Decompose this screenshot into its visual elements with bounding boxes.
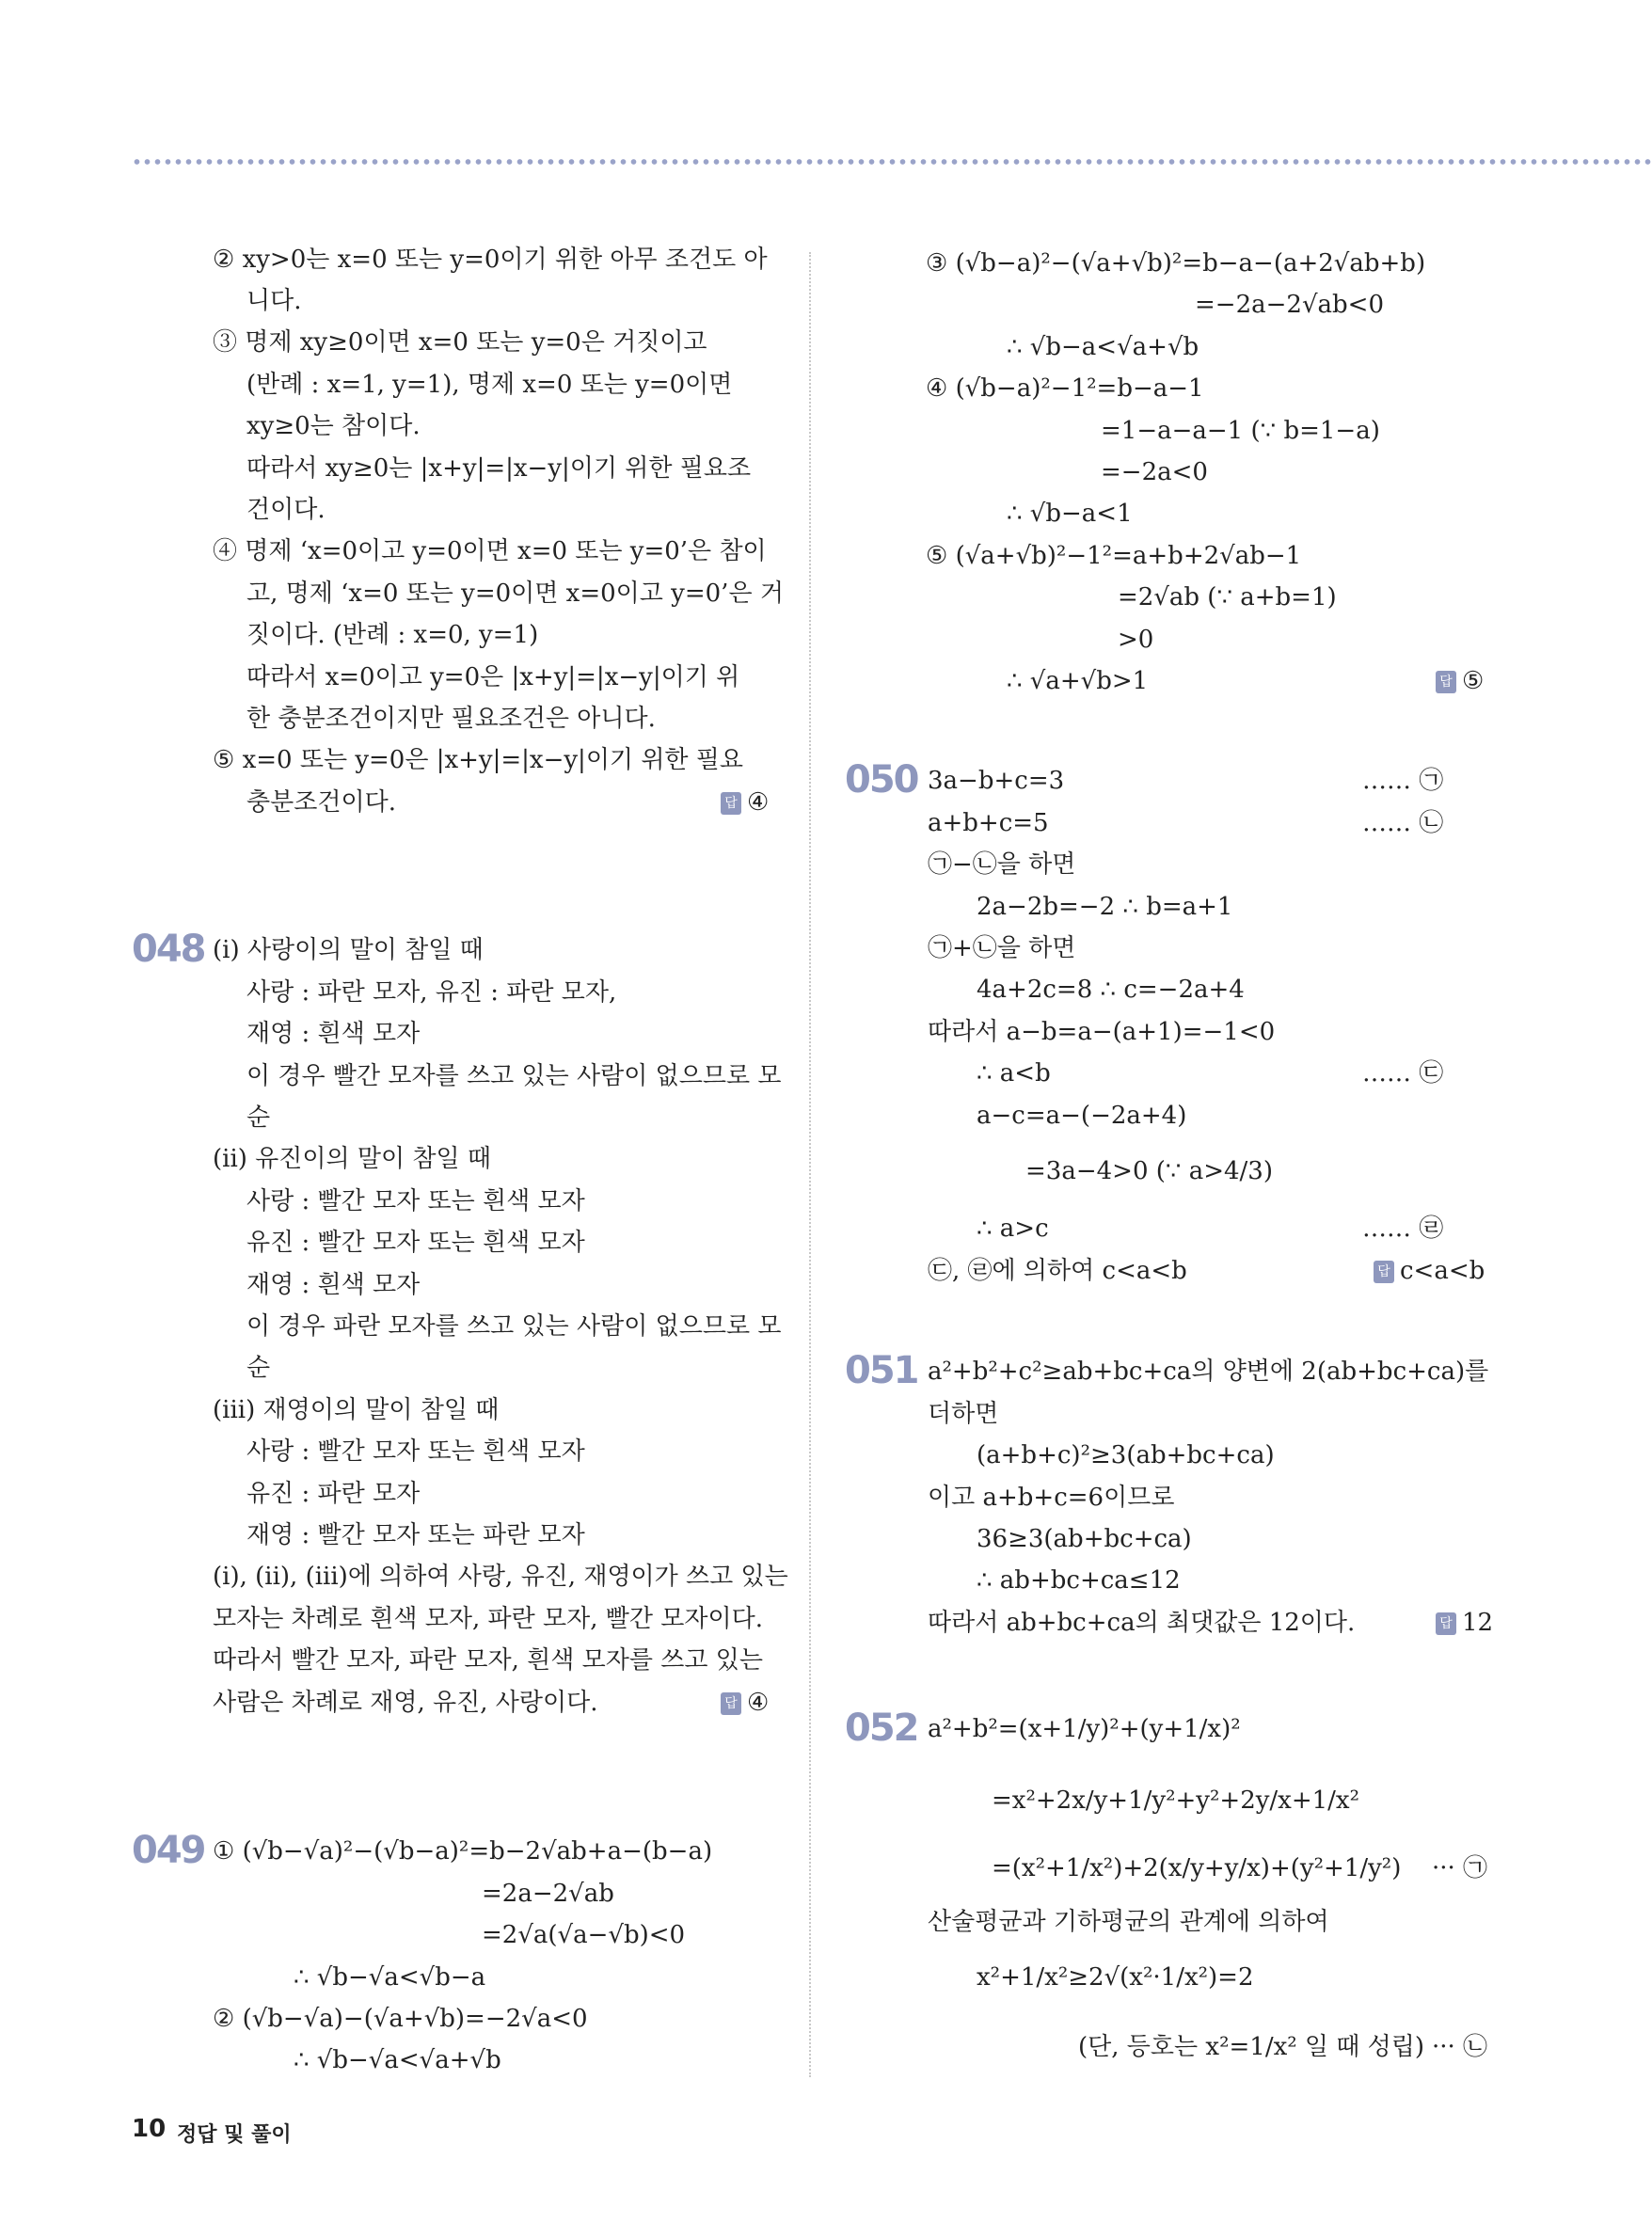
q049-cont-line: =−2a<0 <box>1101 458 1208 486</box>
q048-line: 유진 : 빨간 모자 또는 흰색 모자 <box>246 1229 585 1257</box>
q049-cont-line: =1−a−a−1 (∵ b=1−a) <box>1101 417 1380 445</box>
q049-cont-line: ④ (√b−a)²−1²=b−a−1 <box>926 374 1204 403</box>
q047-line: 고, 명제 ‘x=0 또는 y=0이면 x=0이고 y=0’은 거 <box>246 580 784 608</box>
q048-line: 재영 : 흰색 모자 <box>246 1271 421 1299</box>
q052-mark: ··· ㉡ <box>1432 2033 1488 2061</box>
q049-line: ② (√b−√a)−(√a+√b)=−2√a<0 <box>213 2005 588 2033</box>
q047-line: ③ 명제 xy≥0이면 x=0 또는 y=0은 거짓이고 <box>213 328 707 357</box>
q050-line: a−c=a−(−2a+4) <box>977 1102 1187 1130</box>
q048-line: 재영 : 흰색 모자 <box>246 1020 421 1048</box>
page-number: 10 <box>132 2115 167 2143</box>
q048-line: 재영 : 빨간 모자 또는 파란 모자 <box>246 1521 585 1549</box>
q047-line: 충분조건이다. <box>246 788 396 817</box>
q047-line: ② xy>0는 x=0 또는 y=0이기 위한 아무 조건도 아 <box>213 246 768 274</box>
q051-line: a²+b²+c²≥ab+bc+ca의 양변에 2(ab+bc+ca)를 <box>928 1358 1489 1386</box>
q049-cont-line: ∴ √a+√b>1 <box>1007 667 1149 695</box>
q050-mark: …… ㉡ <box>1362 809 1444 837</box>
q051-line: (a+b+c)²≥3(ab+bc+ca) <box>977 1441 1275 1469</box>
q047-line: 한 충분조건이지만 필요조건은 아니다. <box>246 705 656 733</box>
answer-value: ⑤ <box>1462 667 1485 695</box>
q051-line: 이고 a+b+c=6이므로 <box>928 1484 1175 1512</box>
q049-line: ① (√b−√a)²−(√b−a)²=b−2√ab+a−(b−a) <box>213 1837 713 1866</box>
q049-line: =2√a(√a−√b)<0 <box>482 1921 686 1949</box>
q048-line: 모자는 차례로 흰색 모자, 파란 모자, 빨간 모자이다. <box>213 1605 763 1633</box>
q049-cont-line: >0 <box>1118 626 1154 654</box>
answer-badge-icon: 답 <box>721 1692 741 1715</box>
answer-value: c<a<b <box>1400 1257 1485 1285</box>
answer-badge-icon: 답 <box>1374 1261 1394 1283</box>
q050-line: 4a+2c=8 ∴ c=−2a+4 <box>977 976 1245 1004</box>
q049-cont-line: =2√ab (∵ a+b=1) <box>1118 583 1337 611</box>
q051-answer <box>1436 1606 1493 1640</box>
q048-line: 이 경우 파란 모자를 쓰고 있는 사람이 없으므로 모 <box>246 1312 782 1341</box>
q050-line: ∴ a>c <box>977 1215 1049 1243</box>
q049-line: ∴ √b−√a<√b−a <box>294 1963 486 1992</box>
q049-cont-line: ⑤ (√a+√b)²−1²=a+b+2√ab−1 <box>926 542 1302 570</box>
q047-line: ④ 명제 ‘x=0이고 y=0이면 x=0 또는 y=0’은 참이 <box>213 537 767 565</box>
q050-line: =3a−4>0 (∵ a>4/3) <box>1025 1157 1273 1185</box>
q049-cont-line: ③ (√b−a)²−(√a+√b)²=b−a−(a+2√ab+b) <box>926 249 1426 278</box>
q047-line: 니다. <box>246 287 302 315</box>
q049-cont-line: ∴ √b−a<√a+√b <box>1007 333 1199 361</box>
problem-number: 049 <box>132 1829 205 1872</box>
q047-line: (반례 : x=1, y=1), 명제 x=0 또는 y=0이면 <box>246 371 733 399</box>
q051-line: ∴ ab+bc+ca≤12 <box>977 1566 1181 1595</box>
q049-cont-line: ∴ √b−a<1 <box>1007 500 1133 528</box>
q052-mark: ··· ㉠ <box>1432 1854 1488 1882</box>
answer-badge-icon: 답 <box>1436 1612 1456 1635</box>
q049-line: =2a−2√ab <box>482 1880 614 1908</box>
q050-line: ㉠−㉡을 하면 <box>928 850 1076 879</box>
q050-line: 따라서 a−b=a−(a+1)=−1<0 <box>928 1018 1276 1046</box>
q052-line: x²+1/x²≥2√(x²·1/x²)=2 <box>977 1963 1254 1992</box>
answer-value: ④ <box>747 788 770 817</box>
q048-line: 유진 : 파란 모자 <box>246 1480 421 1508</box>
column-divider <box>809 252 811 2077</box>
q052-line: =x²+2x/y+1/y²+y²+2y/x+1/x² <box>992 1786 1360 1815</box>
q047-line: 따라서 xy≥0는 |x+y|=|x−y|이기 위한 필요조 <box>246 454 752 483</box>
problem-number: 052 <box>845 1707 918 1750</box>
q050-line: 2a−2b=−2 ∴ b=a+1 <box>977 893 1233 921</box>
q050-mark: …… ㉣ <box>1362 1215 1444 1243</box>
q052-line: =(x²+1/x²)+2(x/y+y/x)+(y²+1/y²) <box>992 1854 1402 1882</box>
q047-line: 건이다. <box>246 496 326 524</box>
q048-line: 사랑 : 파란 모자, 유진 : 파란 모자, <box>246 978 617 1007</box>
q048-line: 사랑 : 빨간 모자 또는 흰색 모자 <box>246 1187 585 1215</box>
q050-answer <box>1374 1254 1485 1288</box>
q050-line: ㉢, ㉣에 의하여 c<a<b <box>928 1257 1187 1285</box>
problem-number: 050 <box>845 758 918 802</box>
q048-line: 이 경우 빨간 모자를 쓰고 있는 사람이 없으므로 모 <box>246 1062 782 1090</box>
q047-answer <box>721 786 769 819</box>
q048-line: 사랑 : 빨간 모자 또는 흰색 모자 <box>246 1437 585 1466</box>
q052-line: 산술평균과 기하평균의 관계에 의하여 <box>928 1908 1329 1936</box>
q050-line: ㉠+㉡을 하면 <box>928 934 1076 962</box>
q048-line: (ii) 유진이의 말이 참일 때 <box>213 1145 492 1173</box>
q047-line: 짓이다. (반례 : x=0, y=1) <box>246 621 539 649</box>
problem-number: 048 <box>132 928 205 971</box>
q049-line: ∴ √b−√a<√a+√b <box>294 2046 501 2074</box>
q048-line: (i) 사랑이의 말이 참일 때 <box>213 936 484 964</box>
q050-mark: …… ㉢ <box>1362 1059 1444 1088</box>
q048-line: 따라서 빨간 모자, 파란 모자, 흰색 모자를 쓰고 있는 <box>213 1646 763 1675</box>
q048-line: 순 <box>246 1354 271 1382</box>
q048-line: (iii) 재영이의 말이 참일 때 <box>213 1396 500 1424</box>
q048-line: 사람은 차례로 재영, 유진, 사랑이다. <box>213 1689 598 1717</box>
answer-badge-icon: 답 <box>1436 671 1456 693</box>
q047-line: ⑤ x=0 또는 y=0은 |x+y|=|x−y|이기 위한 필요 <box>213 746 744 774</box>
q052-line: a²+b²=(x+1/y)²+(y+1/x)² <box>928 1715 1241 1743</box>
q048-answer <box>721 1686 769 1720</box>
q052-line: (단, 등호는 x²=1/x² 일 때 성립) <box>1078 2033 1425 2061</box>
q050-line: a+b+c=5 <box>928 809 1049 837</box>
problem-number: 051 <box>845 1349 918 1392</box>
answer-badge-icon: 답 <box>721 792 741 815</box>
q051-line: 36≥3(ab+bc+ca) <box>977 1525 1192 1553</box>
q049-answer <box>1436 664 1484 698</box>
page-title: 정답 및 풀이 <box>177 2123 292 2147</box>
q051-line: 더하면 <box>928 1400 999 1428</box>
q048-line: 순 <box>246 1104 271 1132</box>
answer-value: ④ <box>747 1689 770 1717</box>
top-dotted-rule <box>132 158 1652 166</box>
q048-line: (i), (ii), (iii)에 의하여 사랑, 유진, 재영이가 쓰고 있는 <box>213 1563 788 1591</box>
answer-value: 12 <box>1462 1609 1494 1637</box>
q049-cont-line: =−2a−2√ab<0 <box>1195 291 1384 319</box>
q047-line: xy≥0는 참이다. <box>246 412 421 440</box>
q050-mark: …… ㉠ <box>1362 767 1444 795</box>
q051-line: 따라서 ab+bc+ca의 최댓값은 12이다. <box>928 1609 1356 1637</box>
q047-line: 따라서 x=0이고 y=0은 |x+y|=|x−y|이기 위 <box>246 663 740 691</box>
q050-line: ∴ a<b <box>977 1059 1051 1088</box>
q050-line: 3a−b+c=3 <box>928 767 1065 795</box>
